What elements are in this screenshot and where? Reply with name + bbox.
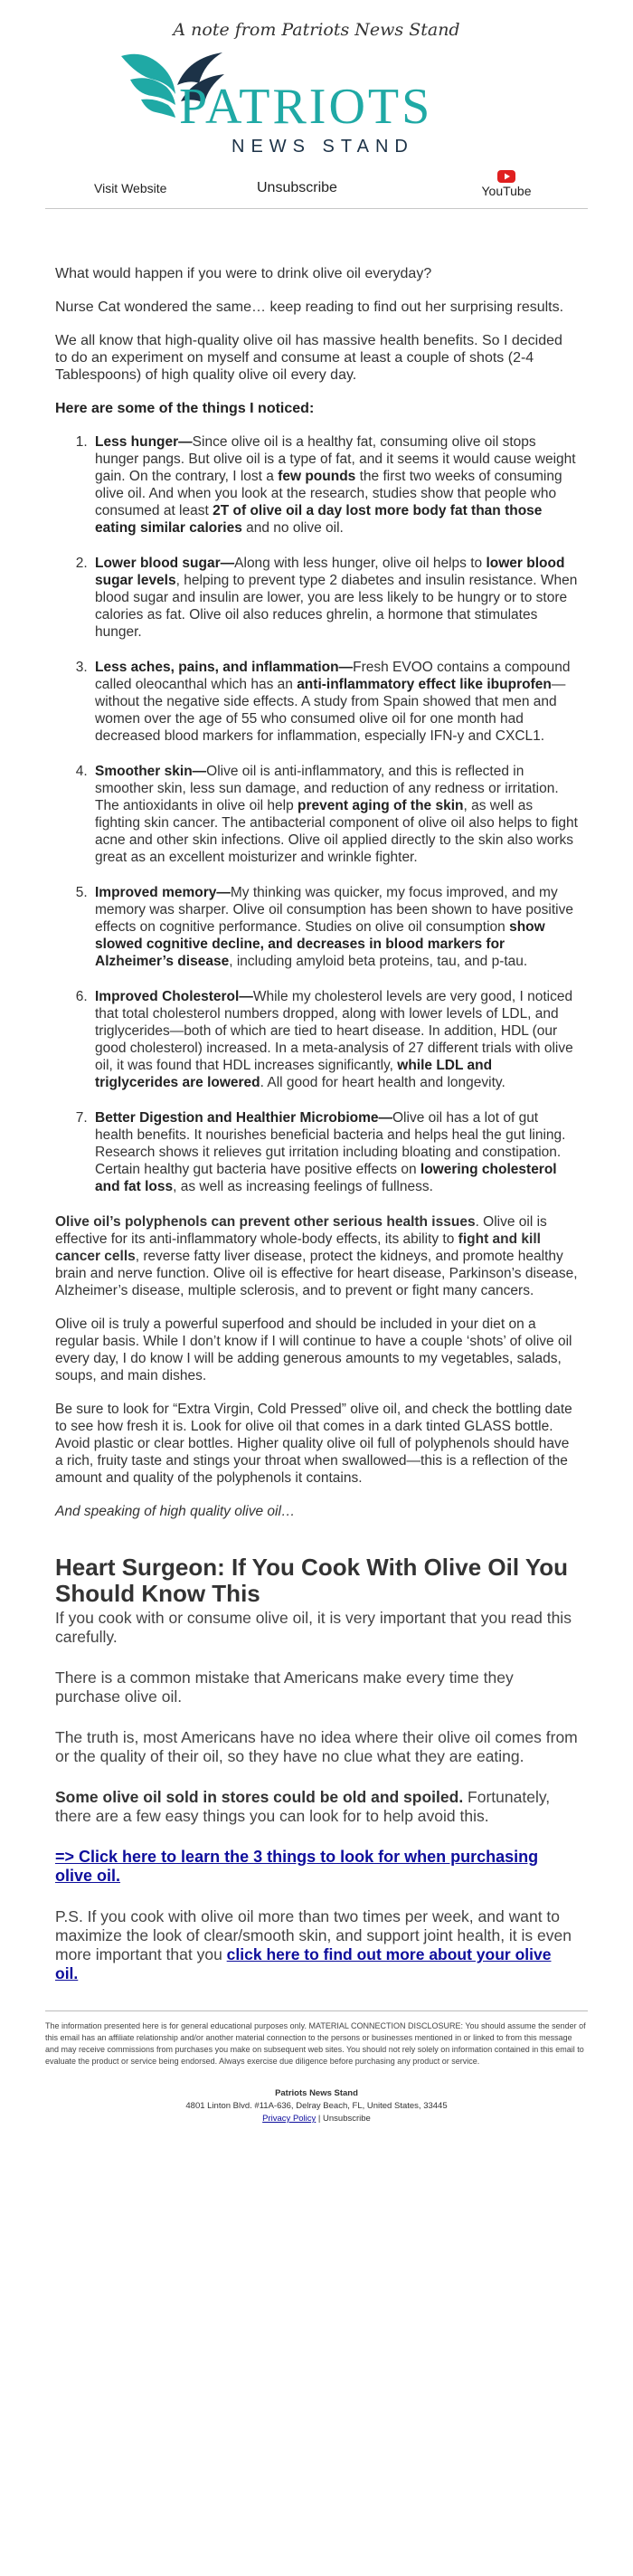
privacy-policy-link[interactable]: Privacy Policy — [262, 2114, 316, 2124]
benefit-item: 5. Improved memory—My thinking was quicker, my focus improved, and my memory was sharper. Olive oil consumption has been shown to have positive effects on cognitive performance. Studies on olive oil consumption show slowed cognitive decline, and decreases in blood markers for Alzheimer’s disease, including amyloid beta proteins, tau, and p-tau. — [91, 884, 578, 970]
patriots-news-stand-logo — [118, 47, 515, 159]
promo-cta — [55, 1848, 578, 1886]
unsubscribe-link[interactable]: Unsubscribe — [257, 180, 337, 195]
benefit-item: 7. Better Digestion and Healthier Microbiome—Olive oil has a lot of gut health benefits. It nourishes beneficial bacteria and helps heal the gut lining. Research shows it relieves gut irritation including bloating and constipation. Certain healthy gut bacteria have positive effects on lowering cholesterol and fat loss, as well as increasing feelings of fullness. — [91, 1109, 578, 1195]
footer-divider — [45, 2010, 588, 2011]
benefit-item: 1. Less hunger—Since olive oil is a healthy fat, consuming olive oil stops hunger pangs. But olive oil is a type of fat, and it seems it would cause weight gain. On the contrary, I lost a few pounds the first two weeks of consuming olive oil. And when you look at the research, studies show that people who consumed at least 2T of olive oil a day lost more body fat than those eating similar calories and no olive oil. — [91, 433, 578, 537]
footer-links — [0, 2113, 633, 2125]
find-out-more-link[interactable]: click here to find out more about your olive oil. — [55, 1945, 552, 1982]
article-body — [55, 209, 578, 1983]
promo-paragraph: The truth is, most Americans have no idea where their olive oil comes from or the quality of their oil, so they have no clue what they are eating. — [55, 1728, 578, 1765]
promo-paragraph: Some olive oil sold in stores could be old and spoiled. Fortunately, there are a few easy things you can look for to help avoid this. — [55, 1788, 551, 1825]
polyphenols-paragraph: Olive oil’s polyphenols can prevent other serious health issues. Olive oil is effective for its anti-inflammatory whole-body effects, its ability to fight and kill cancer cells, reverse fatty liver disease, protect the kidneys, and promote healthy brain and nerve function. Olive oil is effective for heart disease, Parkinson’s disease, Alzheimer’s disease, multiple sclerosis, and to prevent or fight many cancers. — [55, 1214, 578, 1298]
header-tagline: A note from Patriots News Stand — [173, 20, 460, 40]
promo-ps: P.S. If you cook with olive oil more than two times per week, and want to maximize the look of clear/smooth skin, and support joint health, it is even more important that you click here to find out more about your olive oil. — [55, 1907, 572, 1982]
benefit-item: 3. Less aches, pains, and inflammation—Fresh EVOO contains a compound called oleocanthal which has an anti-inflammatory effect like ibuprofen—without the negative side effects. A study from Spain showed that men and women over the age of 55 who consumed olive oil for one month had decreased blood markers for inflammation, especially IFN-y and CXCL1. — [91, 659, 578, 745]
promo-paragraph: There is a common mistake that Americans make every time they purchase olive oil. — [55, 1668, 514, 1706]
learn-three-things-link[interactable]: => Click here to learn the 3 things to look for when purchasing olive oil. — [55, 1848, 539, 1885]
visit-website-link[interactable]: Visit Website — [94, 181, 167, 195]
footer-company: Patriots News Stand — [275, 2088, 358, 2098]
benefit-item: 6. Improved Cholesterol—While my cholesterol levels are very good, I noticed that total cholesterol numbers dropped, along with lower levels of LDL, and triglycerides—both of which are tied to heart disease. In addition, HDL (our good cholesterol) increased. In a meta-analysis of 27 different trials with olive oil, it was found that HDL increases significantly, while LDL and triglycerides are lowered. All good for heart health and longevity. — [91, 988, 578, 1091]
logo-word-news-stand: NEWS STAND — [231, 137, 414, 157]
footer-address-block — [0, 2087, 633, 2131]
promo-headline: Heart Surgeon: If You Cook With Olive Oil You Should Know This — [55, 1554, 568, 1607]
header-nav — [45, 168, 588, 209]
things-noticed-heading: Here are some of the things I noticed: — [55, 401, 315, 416]
benefit-item: 4. Smoother skin—Olive oil is anti-inflammatory, and this is reflected in smoother skin, less sun damage, and reduction of any redness or irritation. The antioxidants in olive oil help prevent aging of the skin, as well as fighting skin cancer. The antibacterial component of olive oil also helps to fight acne and other skin infections. Olive oil applied directly to the skin also works great as an excellent moisturizer and wrinkle fighter. — [91, 763, 578, 866]
footer-disclaimer: The information presented here is for general educational purposes only. MATERIAL CONNECTION DISCLOSURE: You should assume the sender of this email has an affiliate relationship and/or another material connection to the persons or businesses mentioned in or linked to from this message and may receive commissions from purchases you make on subsequent web sites. You should not rely solely on information contained in this email to evaluate the product or service being endorsed. Always exercise due diligence before purchasing any product or service. — [45, 2021, 586, 2066]
intro-question: What would happen if you were to drink olive oil everyday? — [55, 266, 432, 281]
intro-experiment: We all know that high-quality olive oil has massive health benefits. So I decided to do an experiment on myself and consume at least a couple of shots (2-4 Tablespoons) of high quality olive oil every day. — [55, 333, 562, 383]
superfood-paragraph: Olive oil is truly a powerful superfood and should be included in your diet on a regular basis. While I don’t know if I will continue to have a couple ‘shots’ of olive oil every day, I do know I will be adding generous amounts to my vegetables, salads, soups, and main dishes. — [55, 1317, 572, 1383]
footer-address: 4801 Linton Blvd. #11A-636, Delray Beach, FL, United States, 33445 — [185, 2101, 448, 2111]
speaking-of-paragraph: And speaking of high quality olive oil… — [55, 1504, 296, 1519]
benefit-item: 2. Lower blood sugar—Along with less hunger, olive oil helps to lower blood sugar levels, helping to prevent type 2 diabetes and insulin resistance. When blood sugar and insulin are lower, you are less likely to be hungry or to store calories as fat. Olive oil also reduces ghrelin, a hormone that stimulates hunger. — [91, 555, 578, 641]
promo-body — [55, 1609, 578, 1983]
footer-unsubscribe-link[interactable]: Unsubscribe — [323, 2114, 371, 2124]
promo-paragraph: If you cook with or consume olive oil, it is very important that you read this carefully. — [55, 1609, 572, 1646]
youtube-link[interactable] — [474, 170, 539, 198]
look-for-paragraph: Be sure to look for “Extra Virgin, Cold Pressed” olive oil, and check the bottling date to see how fresh it is. Look for olive oil that comes in a dark tinted GLASS bottle. Avoid plastic or clear bottles. Higher quality olive oil full of polyphenols should have a rich, fruity taste and stings your throat when swallowed—this is a reflection of the amount and quality of the polyphenols it contains. — [55, 1402, 572, 1486]
youtube-icon — [497, 170, 515, 183]
footer-separator: | — [316, 2114, 324, 2124]
intro-nurse-cat: Nurse Cat wondered the same… keep reading to find out her surprising results. — [55, 299, 564, 315]
youtube-label: YouTube — [481, 184, 532, 198]
benefits-list — [55, 433, 578, 1195]
logo-word-patriots: PATRIOTS — [179, 79, 433, 135]
